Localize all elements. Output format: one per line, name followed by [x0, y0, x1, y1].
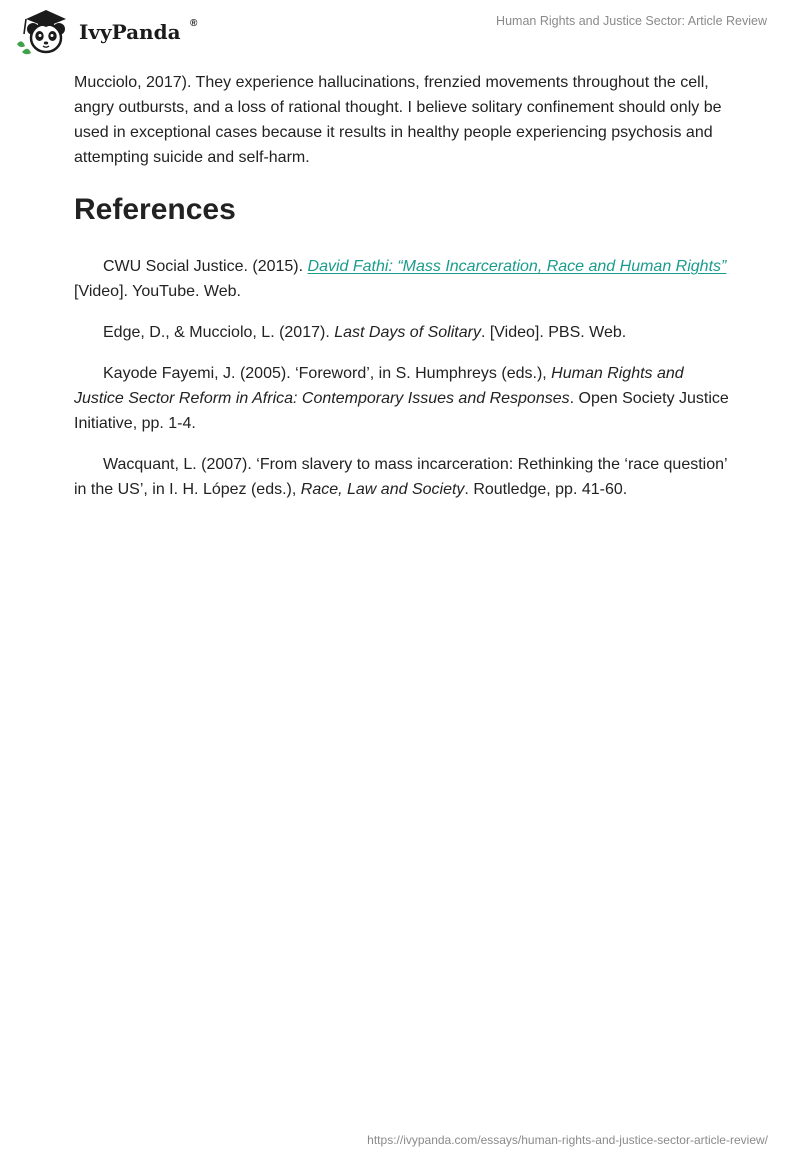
reference-item — [74, 320, 734, 345]
reference-text: [Video]. YouTube. Web. — [74, 283, 241, 300]
reference-text: . [Video]. PBS. Web. — [480, 324, 627, 341]
reference-title: Race, Law and Society — [300, 481, 465, 498]
references-heading: References — [74, 193, 236, 226]
panda-graduation-cap-icon — [14, 8, 78, 56]
document-title: Human Rights and Justice Sector: Article Review — [496, 14, 767, 28]
reference-text: Kayode Fayemi, J. (2005). ‘Foreword’, in S. Humphreys (eds.), — [103, 365, 552, 382]
reference-link[interactable]: David Fathi: “Mass Incarceration, Race and Human Rights” — [307, 258, 727, 275]
footer-url: https://ivypanda.com/essays/human-rights-and-justice-sector-article-review/ — [367, 1133, 768, 1147]
reference-title: Last Days of Solitary — [334, 324, 481, 341]
reference-title: Human Rights and Justice Sector Reform in Africa: Contemporary Issues and Responses — [74, 365, 684, 407]
reference-text: Wacquant, L. (2007). ‘From slavery to mass incarceration: Rethinking the ‘race question’ in the US’, in I. H. López (eds.), — [74, 456, 727, 498]
logo-wordmark: IvyPanda — [79, 20, 181, 44]
reference-item — [74, 254, 734, 304]
ivypanda-logo[interactable] — [14, 8, 204, 56]
reference-item — [74, 361, 734, 436]
reference-text: CWU Social Justice. (2015). — [103, 258, 308, 275]
reference-item — [74, 452, 734, 502]
reference-text: Edge, D., & Mucciolo, L. (2017). — [103, 324, 335, 341]
body-paragraph: Mucciolo, 2017). They experience hallucinations, frenzied movements throughout the cell, angry outbursts, and a loss of rational thought. I believe solitary confinement should only be used in exceptional cases because it results in healthy people experiencing psychosis and attempting suicide and self-harm. — [74, 74, 722, 166]
essay-content — [74, 70, 734, 518]
reference-text: . Open Society Justice Initiative, pp. 1-4. — [74, 390, 729, 432]
reference-text: . Routledge, pp. 41-60. — [464, 481, 628, 498]
page-header — [0, 0, 800, 64]
reference-list — [74, 254, 734, 502]
registered-mark: ® — [190, 18, 198, 29]
